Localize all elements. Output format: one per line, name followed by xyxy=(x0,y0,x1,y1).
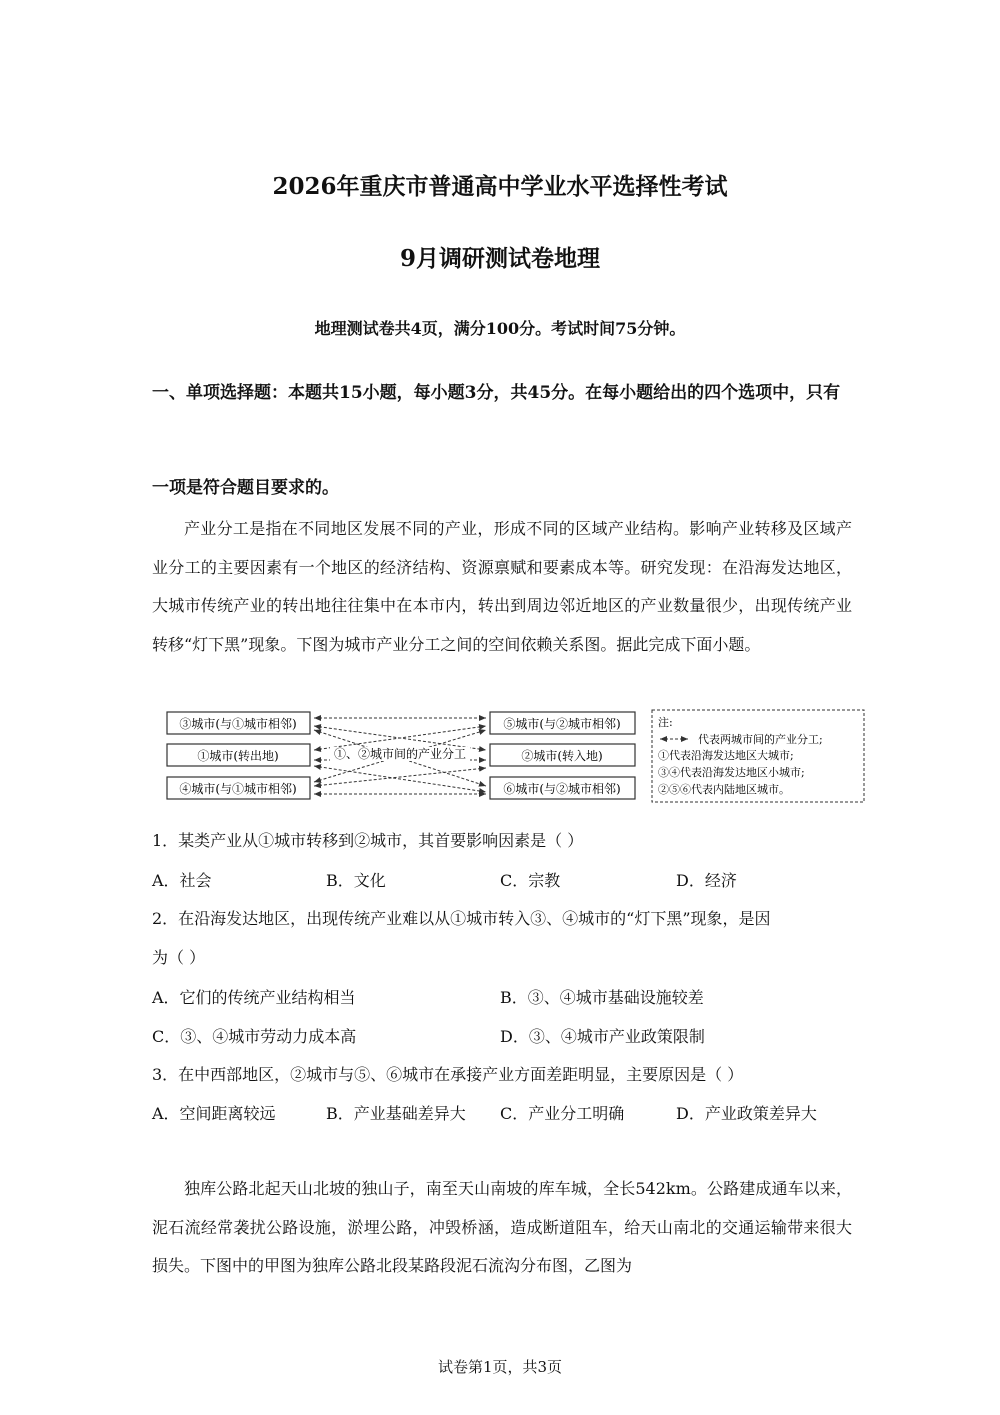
q1-option-d: D．经济 xyxy=(676,871,737,890)
city3-box xyxy=(167,712,310,734)
question-1-stem: 1．某类产业从①城市转移到②城市，其首要影响因素是（ ） xyxy=(152,831,584,850)
svg-text:⑤城市(与②城市相邻): ⑤城市(与②城市相邻) xyxy=(503,717,621,731)
svg-text:注:: 注: xyxy=(658,716,673,729)
svg-text:②城市(转入地): ②城市(转入地) xyxy=(521,749,603,763)
q3-option-a: A．空间距离较远 xyxy=(152,1104,276,1123)
city2-box xyxy=(490,744,635,766)
question-2-stem: 2．在沿海发达地区，出现传统产业难以从①城市转入③、④城市的“灯下黑”现象，是因 xyxy=(152,909,771,928)
exam-title: 2026年重庆市普通高中学业水平选择性考试 xyxy=(272,173,728,200)
q3-option-d: D．产业政策差异大 xyxy=(676,1104,817,1123)
legend-note-box xyxy=(652,710,864,802)
q1-option-c: C．宗教 xyxy=(500,871,561,890)
svg-text:④城市(与①城市相邻): ④城市(与①城市相邻) xyxy=(179,782,297,796)
q3-option-b: B．产业基础差异大 xyxy=(326,1104,466,1123)
passage-industry: 产业分工是指在不同地区发展不同的产业，形成不同的区域产业结构。影响产业转移及区域产业分工的主要因素有一个地区的经济结构、资源禀赋和要素成本等。研究发现：在沿海发达地区，大城市传统产业的转出地往往集中在本市内，转出到周边邻近地区的产业数量很少，出现传统产业转移“灯下黑”现象。下图为城市产业分工之间的空间依赖关系图。据此完成下面小题。 xyxy=(152,519,852,654)
q2-option-c: C．③、④城市劳动力成本高 xyxy=(152,1027,357,1046)
city1-box xyxy=(167,744,310,766)
q2-option-d: D．③、④城市产业政策限制 xyxy=(500,1027,705,1046)
svg-text:③城市(与①城市相邻): ③城市(与①城市相邻) xyxy=(179,717,297,731)
q2-option-b: B．③、④城市基础设施较差 xyxy=(500,988,704,1007)
question-3-stem: 3．在中西部地区，②城市与⑤、⑥城市在承接产业方面差距明显，主要原因是（ ） xyxy=(152,1065,744,1084)
svg-text:①城市(转出地): ①城市(转出地) xyxy=(197,749,279,763)
industry-dependency-figure xyxy=(160,706,870,806)
passage-duku-highway: 独库公路北起天山北坡的独山子，南至天山南坡的库车城，全长542km。公路建成通车以来，泥石流经常袭扰公路设施，淤埋公路，冲毁桥涵，造成断道阻车，给天山南北的交通运输带来很大损失。下图中的甲图为独库公路北段某路段泥石流沟分布图，乙图为 xyxy=(152,1179,852,1275)
svg-text:①代表沿海发达地区大城市;: ①代表沿海发达地区大城市; xyxy=(658,749,794,762)
exam-info: 地理测试卷共4页，满分100分。考试时间75分钟。 xyxy=(314,319,686,338)
svg-text:②⑤⑥代表内陆地区城市。: ②⑤⑥代表内陆地区城市。 xyxy=(658,783,790,796)
center-label: ①、②城市间的产业分工 xyxy=(333,747,467,761)
section-heading: 一、单项选择题：本题共15小题，每小题3分，共45分。在每小题给出的四个选项中，只有一项是符合题目要求的。 xyxy=(152,383,841,498)
svg-text:⑥城市(与②城市相邻): ⑥城市(与②城市相邻) xyxy=(503,782,621,796)
svg-text:③④代表沿海发达地区小城市;: ③④代表沿海发达地区小城市; xyxy=(658,766,805,779)
q3-option-c: C．产业分工明确 xyxy=(500,1104,625,1123)
q1-option-a: A．社会 xyxy=(152,871,212,890)
exam-subtitle: 9月调研测试卷地理 xyxy=(399,245,600,272)
question-2-stem-cont: 为（ ） xyxy=(152,948,206,967)
city5-box xyxy=(490,712,635,734)
page-footer: 试卷第1页，共3页 xyxy=(437,1358,563,1376)
q1-option-b: B．文化 xyxy=(326,871,386,890)
city6-box xyxy=(490,777,635,799)
city4-box xyxy=(167,777,310,799)
svg-text:代表两城市间的产业分工;: 代表两城市间的产业分工; xyxy=(698,733,823,746)
q2-option-a: A．它们的传统产业结构相当 xyxy=(152,988,356,1007)
